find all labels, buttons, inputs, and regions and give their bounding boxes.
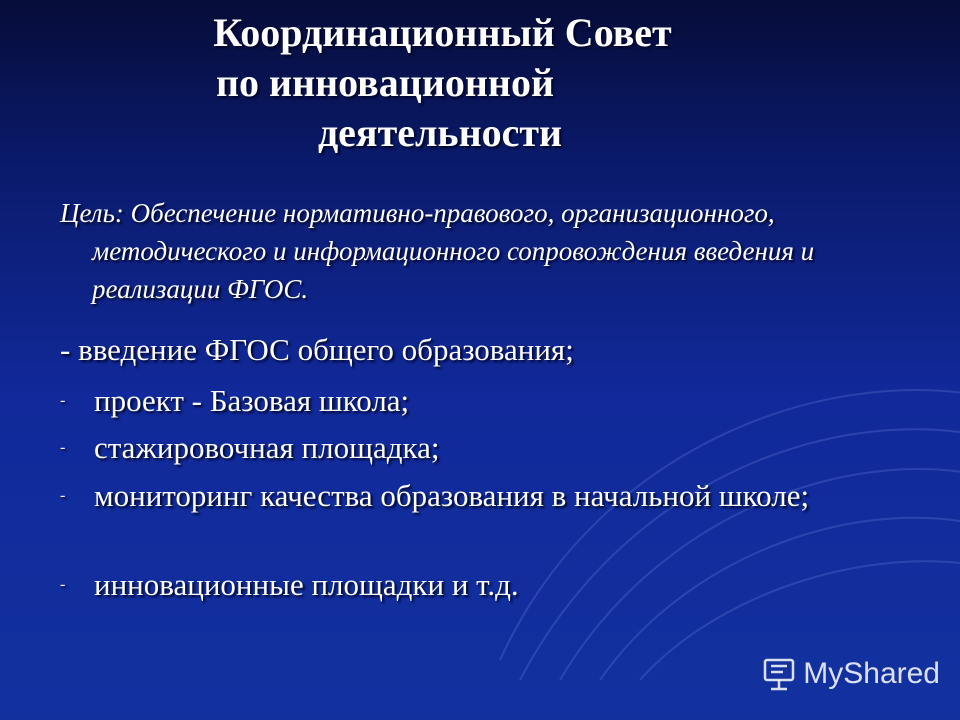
list-item — [60, 476, 900, 516]
title-line-1: Координационный Совет — [213, 10, 672, 55]
list-dash: - — [60, 487, 66, 504]
list-item — [60, 565, 900, 605]
watermark-label: MyShared — [803, 657, 940, 690]
list-item — [60, 381, 900, 421]
list-item — [60, 428, 900, 468]
presentation-board-icon — [761, 656, 797, 692]
list-dash: - — [60, 439, 66, 456]
list-item-text: инновационные площадки и т.д. — [94, 567, 519, 602]
list-item-text: проект - Базовая школа; — [94, 383, 410, 418]
slide-title — [0, 8, 960, 158]
list-item-text: мониторинг качества образования в начальной школе; — [94, 478, 810, 513]
intro-bullet: - введение ФГОС общего образования; — [60, 332, 574, 367]
watermark — [761, 656, 940, 692]
title-line-2: по инновационной — [215, 60, 555, 105]
list-dash: - — [60, 576, 66, 593]
list-item-text: стажировочная площадка; — [94, 430, 440, 465]
goal-text: Цель: Обеспечение нормативно-правового, организационного, методического и информационного сопровождения введения и реализации ФГОС. — [60, 198, 815, 304]
title-line-3: деятельности — [317, 110, 563, 155]
list-dash: - — [60, 392, 66, 409]
